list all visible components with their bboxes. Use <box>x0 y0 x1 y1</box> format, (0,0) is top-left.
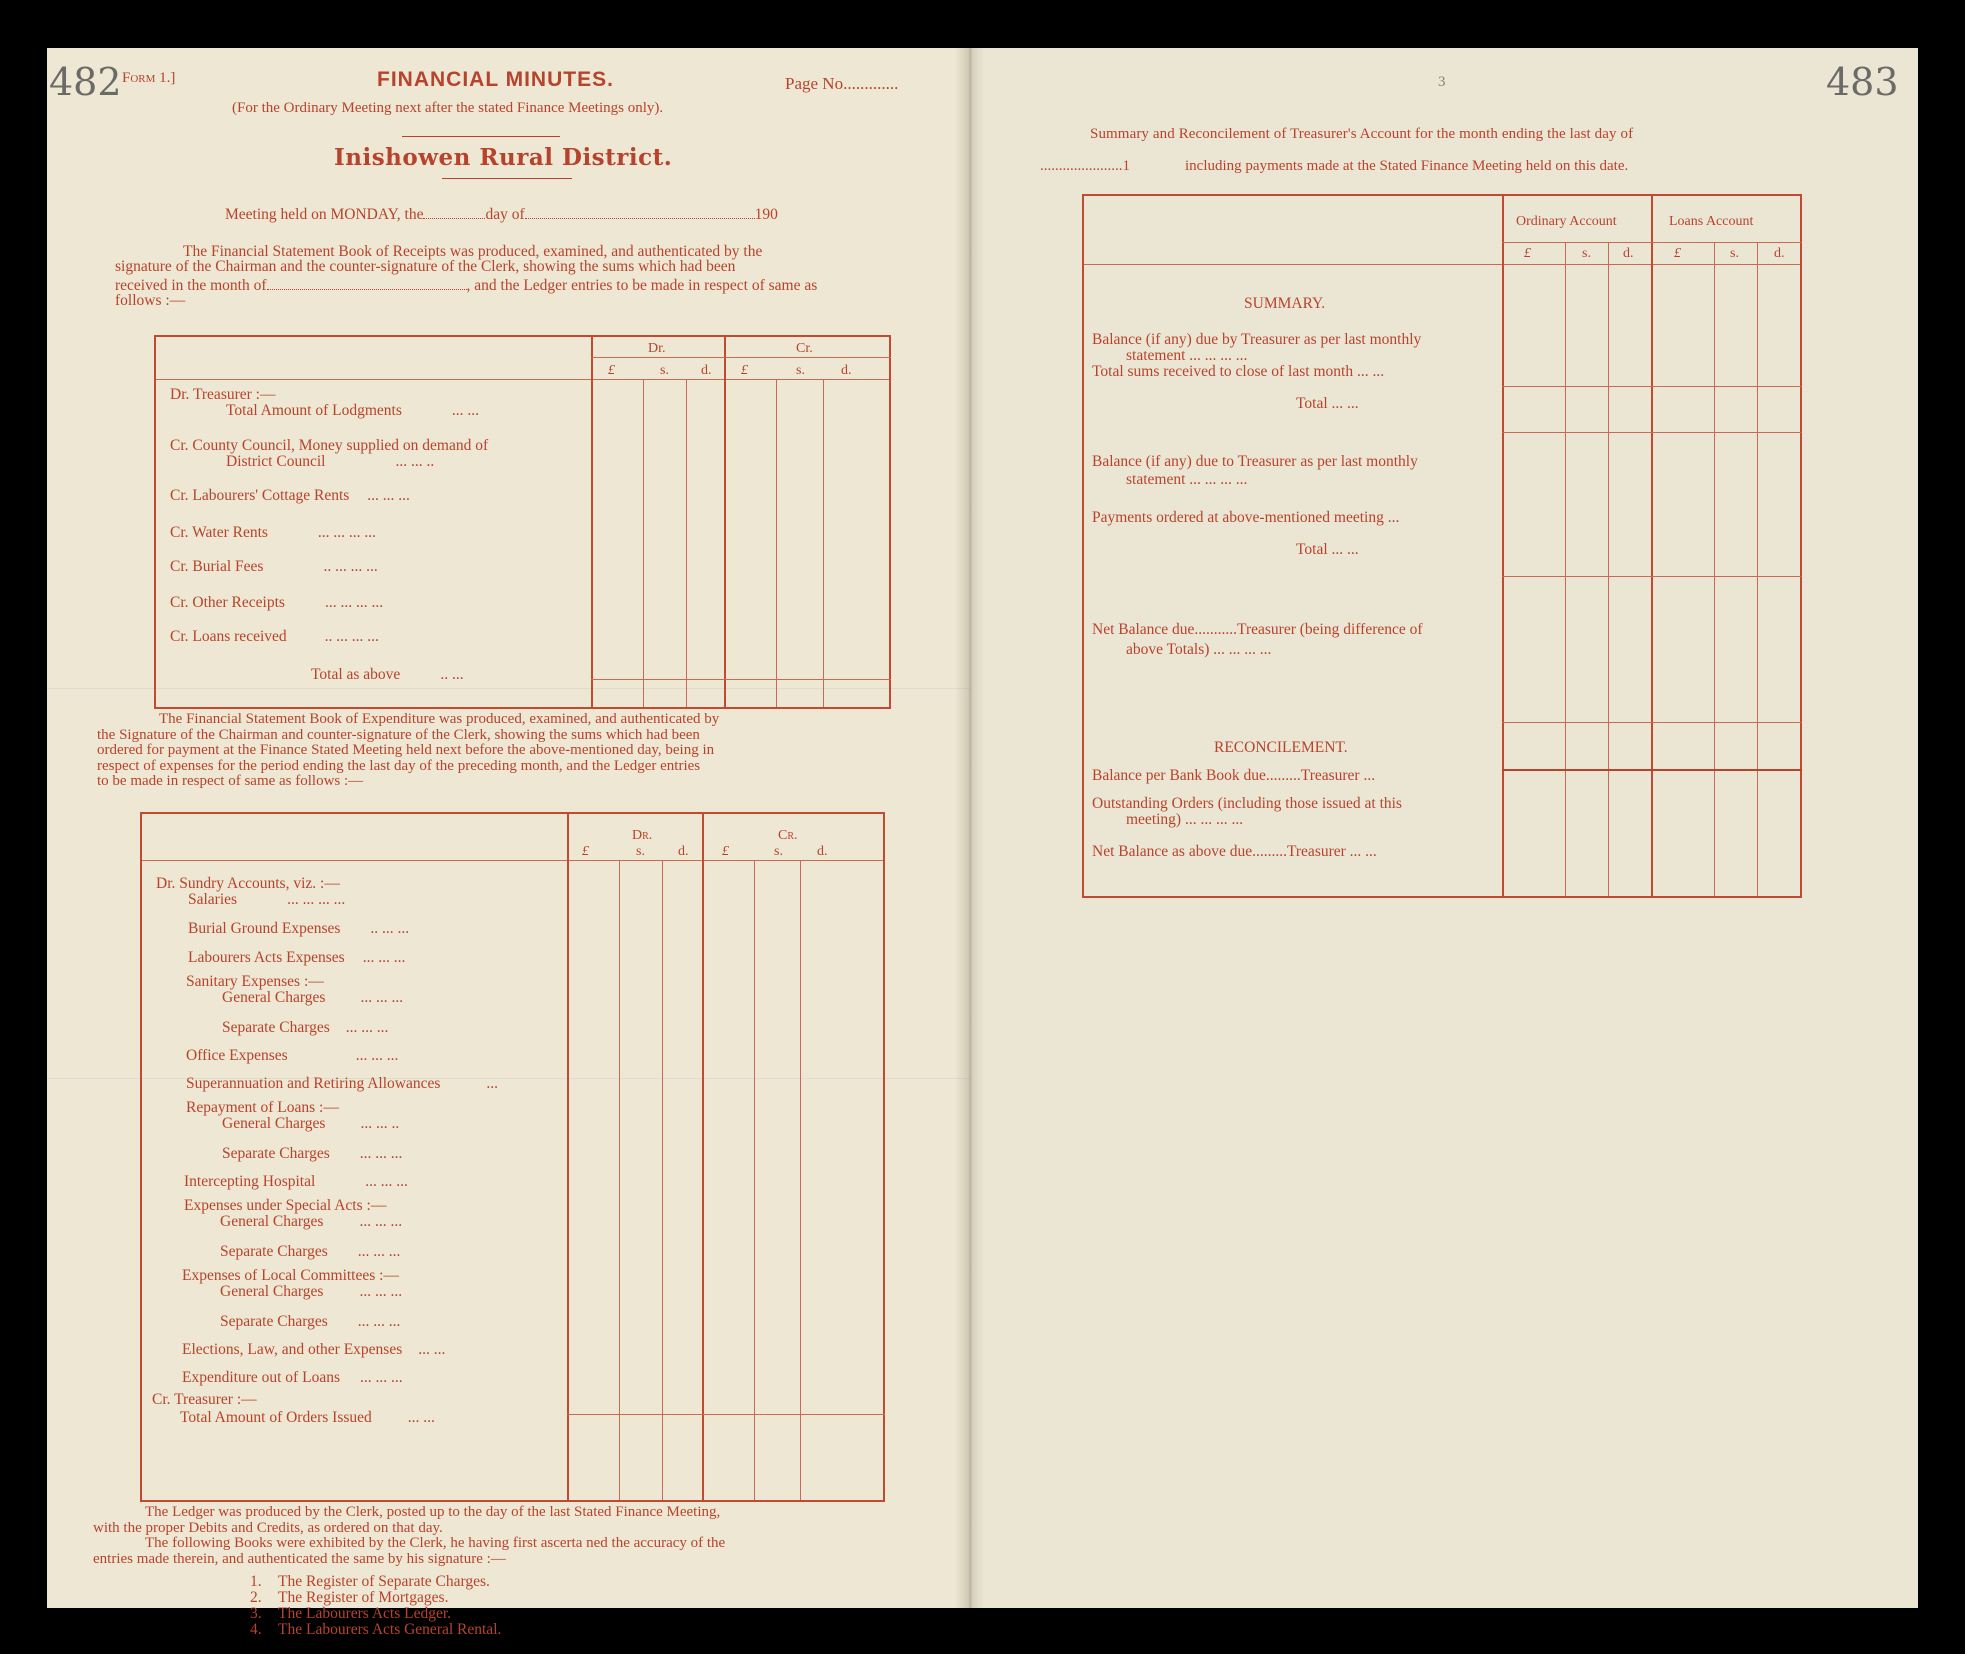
shilling-header: s. <box>774 844 783 859</box>
expense-row: Expenses under Special Acts :— <box>184 1197 387 1214</box>
page-number-right: 483 <box>1826 60 1899 104</box>
shilling-header: s. <box>660 363 669 378</box>
expense-row: Separate Charges ... ... ... <box>220 1243 401 1260</box>
summary-table <box>1082 194 1802 898</box>
expense-row: General Charges ... ... ... <box>222 989 404 1006</box>
summary-row: above Totals) ... ... ... ... <box>1126 641 1272 658</box>
pence-header: d. <box>841 363 852 378</box>
cr-header: Cr. <box>796 341 813 356</box>
expense-row: Repayment of Loans :— <box>186 1099 339 1116</box>
summary-row: statement ... ... ... ... <box>1126 471 1248 488</box>
expense-row: Burial Ground Expenses .. ... ... <box>188 920 410 937</box>
pence-header: d. <box>678 844 689 859</box>
pound-header: £ <box>1524 246 1531 261</box>
receipt-row: Cr. Burial Fees .. ... ... ... <box>170 558 378 575</box>
expense-row: Elections, Law, and other Expenses ... ... <box>182 1341 446 1358</box>
pound-header: £ <box>582 844 589 859</box>
receipt-row: Total Amount of Lodgments ... ... <box>226 402 479 419</box>
expense-row: Separate Charges ... ... ... <box>220 1313 401 1330</box>
expense-row: Superannuation and Retiring Allowances ... <box>186 1075 499 1092</box>
receipts-intro: The Financial Statement Book of Receipts was produced, examined, and authenticated by the signature of the Chairman and the counter-signature of the Clerk, showing the sums which had been received in the month of , and the Ledger entries to be made in respect of same as follows :— <box>115 243 818 309</box>
receipt-row: Cr. Other Receipts ... ... ... ... <box>170 594 384 611</box>
summary-heading-line2: ......................1 including payments made at the Stated Finance Meeting held on this date. <box>1040 158 1629 174</box>
page-no-label: Page No............. <box>785 74 899 93</box>
receipt-row: Dr. Treasurer :— <box>170 386 276 403</box>
small-page-number: 3 <box>1438 74 1446 90</box>
reconcilement-row: Balance per Bank Book due.........Treasurer ... <box>1092 767 1376 784</box>
shilling-header: s. <box>1582 246 1591 261</box>
receipt-total-row: Total as above .. ... <box>311 666 464 683</box>
expenditure-table <box>140 812 885 1502</box>
receipt-row: Cr. Loans received .. ... ... ... <box>170 628 379 645</box>
summary-total-row: Total ... ... <box>1296 541 1359 558</box>
meeting-line: Meeting held on MONDAY, the day of 190 <box>225 206 778 223</box>
reconcilement-row: meeting) ... ... ... ... <box>1126 811 1244 828</box>
cr-header: Cr. <box>778 828 798 843</box>
summary-row: Net Balance due...........Treasurer (being difference of <box>1092 621 1423 638</box>
summary-row: Balance (if any) due by Treasurer as per last monthly <box>1092 331 1422 348</box>
summary-label: SUMMARY. <box>1244 295 1326 312</box>
shilling-header: s. <box>796 363 805 378</box>
reconcilement-row: Net Balance as above due.........Treasurer ... ... <box>1092 843 1377 860</box>
pound-header: £ <box>722 844 729 859</box>
subtitle: (For the Ordinary Meeting next after the stated Finance Meetings only). <box>232 100 664 116</box>
pound-header: £ <box>1674 246 1681 261</box>
pence-header: d. <box>1774 246 1785 261</box>
form-label: Form 1.] <box>122 70 176 86</box>
page-title: FINANCIAL MINUTES. <box>377 68 614 91</box>
expense-row: Intercepting Hospital ... ... ... <box>184 1173 408 1190</box>
book-gutter <box>955 48 985 1608</box>
expense-row: Labourers Acts Expenses ... ... ... <box>188 949 406 966</box>
expense-row: Salaries ... ... ... ... <box>188 891 346 908</box>
summary-row: Balance (if any) due to Treasurer as per last monthly <box>1092 453 1418 470</box>
pound-header: £ <box>608 363 615 378</box>
list-item: 2. The Register of Mortgages. <box>250 1589 449 1606</box>
left-page <box>47 48 970 1638</box>
summary-row: statement ... ... ... ... <box>1126 347 1248 364</box>
expense-row: General Charges ... ... ... <box>220 1213 403 1230</box>
shilling-header: s. <box>636 844 645 859</box>
expense-row: General Charges ... ... .. <box>222 1115 400 1132</box>
expense-row: Office Expenses ... ... ... <box>186 1047 399 1064</box>
pence-header: d. <box>1623 246 1634 261</box>
summary-heading-line1: Summary and Reconcilement of Treasurer's Account for the month ending the last day of <box>1090 126 1634 142</box>
expense-row: Sanitary Expenses :— <box>186 973 324 990</box>
summary-total-row: Total ... ... <box>1296 395 1359 412</box>
receipt-row: Cr. Water Rents ... ... ... ... <box>170 524 377 541</box>
summary-row: Total sums received to close of last month ... ... <box>1092 363 1385 380</box>
pence-header: d. <box>701 363 712 378</box>
dr-header: Dr. <box>648 341 666 356</box>
receipt-row: District Council ... ... .. <box>226 453 435 470</box>
summary-row: Payments ordered at above-mentioned meeting ... <box>1092 509 1400 526</box>
page-number-left: 482 <box>49 60 122 104</box>
receipt-row: Cr. Labourers' Cottage Rents ... ... ... <box>170 487 410 504</box>
expense-row: Dr. Sundry Accounts, viz. :— <box>156 875 340 892</box>
right-page <box>970 48 1918 1608</box>
reconcilement-row: Outstanding Orders (including those issued at this <box>1092 795 1402 812</box>
list-item: 1. The Register of Separate Charges. <box>250 1573 490 1590</box>
receipts-table <box>154 335 891 709</box>
list-item: 3. The Labourers Acts Ledger. <box>250 1605 452 1622</box>
district-name: Inishowen Rural District. <box>334 144 673 171</box>
ordinary-account-header: Ordinary Account <box>1516 214 1617 229</box>
pound-header: £ <box>741 363 748 378</box>
list-item: 4. The Labourers Acts General Rental. <box>250 1621 502 1638</box>
expense-row: Expenses of Local Committees :— <box>182 1267 399 1284</box>
expense-row: Expenditure out of Loans ... ... ... <box>182 1369 403 1386</box>
expense-row: General Charges ... ... ... <box>220 1283 403 1300</box>
expense-row: Separate Charges ... ... ... <box>222 1145 403 1162</box>
shilling-header: s. <box>1730 246 1739 261</box>
expense-total-row: Total Amount of Orders Issued ... ... <box>180 1409 435 1426</box>
reconcilement-label: RECONCILEMENT. <box>1214 739 1348 756</box>
pence-header: d. <box>817 844 828 859</box>
expense-row: Cr. Treasurer :— <box>152 1391 257 1408</box>
loans-account-header: Loans Account <box>1669 214 1754 229</box>
dr-header: Dr. <box>632 828 653 843</box>
books-list <box>250 1574 501 1638</box>
expense-row: Separate Charges ... ... ... <box>222 1019 389 1036</box>
expenditure-intro: The Financial Statement Book of Expenditure was produced, examined, and authenticated by the Signature of the Chairman and counter-signature of the Clerk, showing the sums which had been ordered for payment at the Finance Stated Meeting held next before the above-mentioned day, being in respect of expenses for the period ending the last day of the preceding month, and the Ledger entries to be made in respect of same as follows :— <box>97 711 720 789</box>
receipt-row: Cr. County Council, Money supplied on demand of <box>170 437 489 454</box>
ledger-note: The Ledger was produced by the Clerk, posted up to the day of the last Stated Finance Meeting, with the proper Debits and Credits, as ordered on that day. The following Books were exhibited by the Clerk, he having first ascerta ned the accuracy of the entries made therein, and authenticated the same by his signature :— <box>93 1504 726 1567</box>
